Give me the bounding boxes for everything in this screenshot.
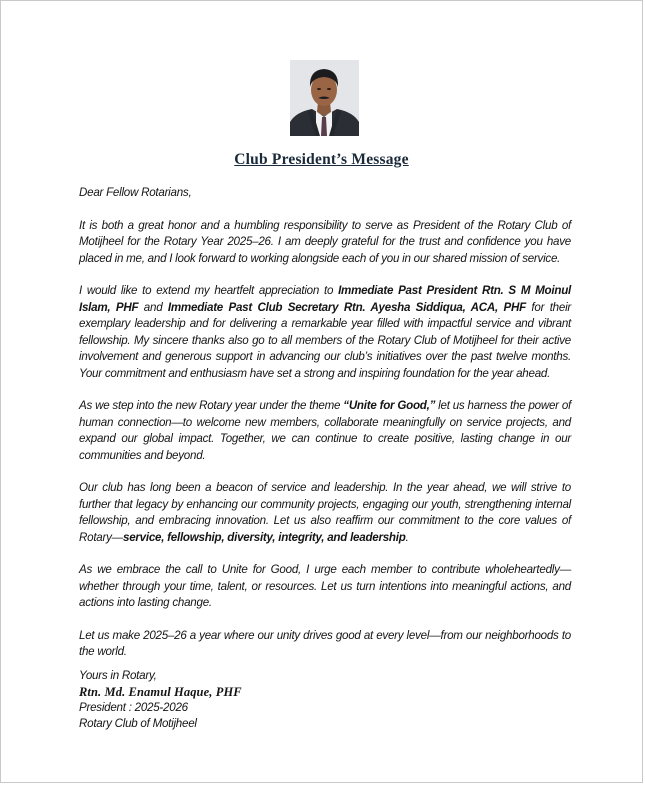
core-values-text: service, fellowship, diversity, integrity, and leadership: [123, 530, 406, 544]
paragraph-5: As we embrace the call to Unite for Good, I urge each member to contribute wholeheartedly—whether through your time, talent, or resources. Let us turn intentions into meaningful actions, and actions into lasting change.: [79, 563, 571, 609]
signer-name: Rtn. Md. Enamul Haque, PHF: [79, 685, 242, 699]
paragraph-2-text: and: [138, 300, 168, 314]
paragraph-3-text: let us harness the power of human connection—to welcome new members, collaborate meaningfully on service projects, and expand our global impact. Together, we can continue to create positive, lasting change in our communities and beyond.: [79, 399, 571, 462]
paragraph-6: Let us make 2025–26 a year where our unity drives good at every level—from our neighborhoods to the world.: [79, 628, 571, 658]
page-title: Club President’s Message: [234, 151, 409, 168]
paragraph-4-text: Our club has long been a beacon of service and leadership. In the year ahead, we will strive to further that legacy by enhancing our community projects, engaging our youth, strengthening internal fellowship, and embracing innovation. Let us also reaffirm our commitment to the core values of Rotary—: [79, 481, 571, 544]
paragraph-2-text: for their exemplary leadership and for delivering a remarkable year filled with impactful service and vibrant fellowship. My sincere thanks also go to all members of the Rotary Club of Motijheel for their active involvement and generous support in advancing our club’s initiatives over the past twelve months. Your commitment and enthusiasm have set a strong and inspiring foundation for the year ahead.: [79, 300, 572, 380]
signer-club: Rotary Club of Motijheel: [79, 717, 197, 730]
portrait-image: [290, 60, 359, 136]
salutation: Dear Fellow Rotarians,: [79, 186, 192, 199]
paragraph-4: [79, 480, 571, 546]
paragraph-2: [79, 283, 571, 382]
paragraph-4-text: .: [405, 530, 409, 544]
past-president-name: Immediate Past President Rtn. S M Moinul Islam, PHF: [79, 284, 571, 314]
paragraph-3-text: As we step into the new Rotary year under the theme: [79, 399, 344, 412]
theme-text: “Unite for Good,”: [343, 399, 436, 412]
signer-position: President : 2025-2026: [79, 701, 188, 714]
signature-block: [79, 668, 242, 732]
paragraph-3: [79, 398, 571, 464]
paragraph-1: It is both a great honor and a humbling responsibility to serve as President of the Rotary Club of Motijheel for the Rotary Year 2025–26. I am deeply grateful for the trust and confidence you have placed in me, and I look forward to working alongside each of you in our shared mission of service.: [79, 218, 571, 265]
letter-body: [79, 185, 571, 677]
paragraph-2-text: I would like to extend my heartfelt appreciation to: [79, 284, 339, 297]
president-portrait: [290, 60, 359, 136]
past-secretary-name: Immediate Past Club Secretary Rtn. Ayesha Siddiqua, ACA, PHF: [167, 300, 526, 314]
closing-line: Yours in Rotary,: [79, 669, 157, 682]
